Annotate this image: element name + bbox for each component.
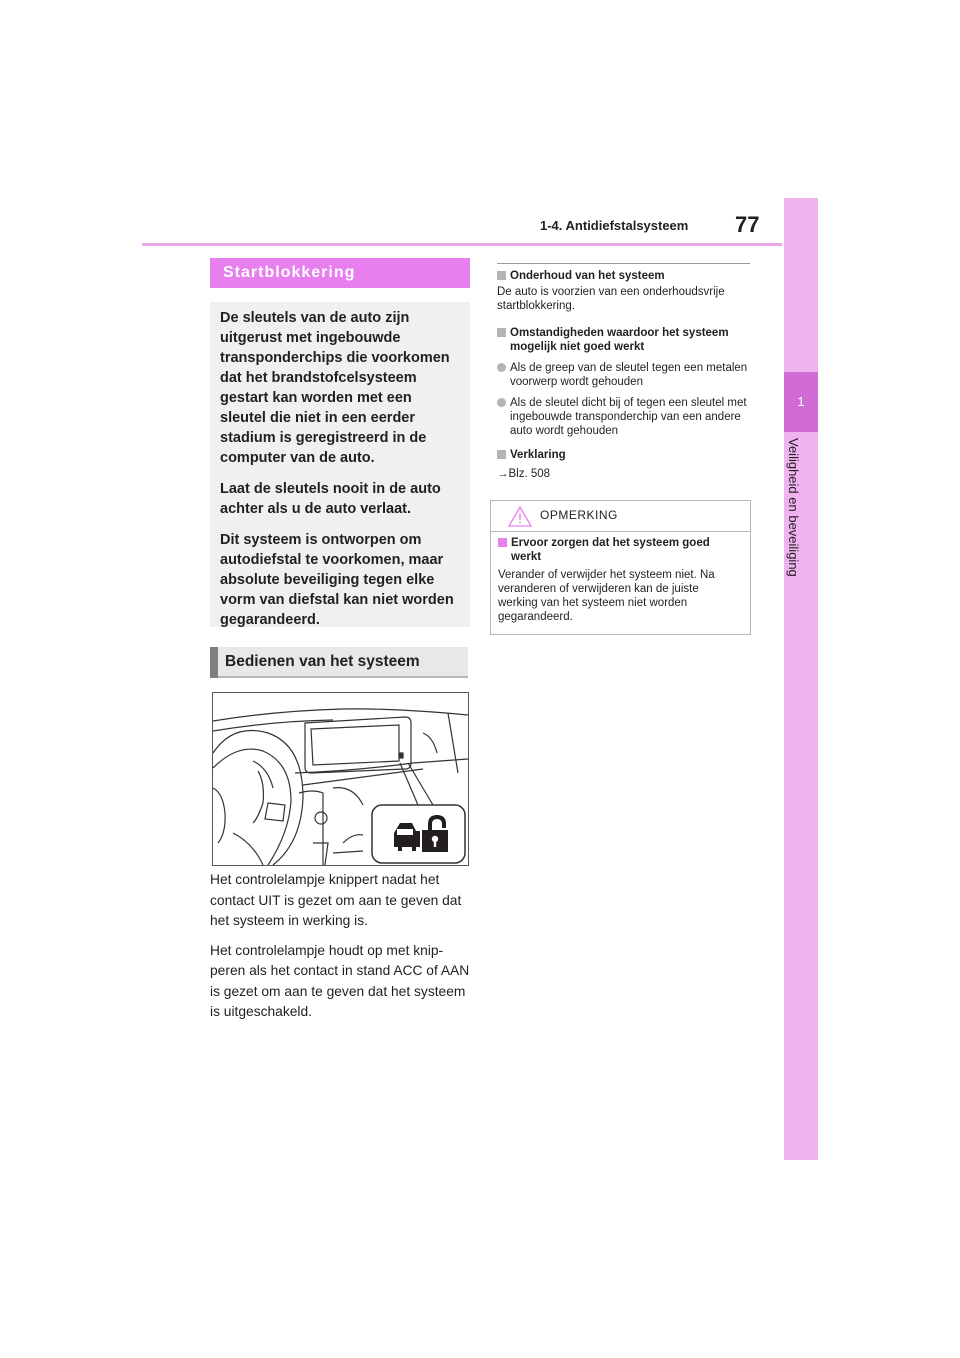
square-bullet-icon xyxy=(497,450,506,459)
square-bullet-icon xyxy=(498,538,507,547)
circumstances-block xyxy=(497,326,750,438)
maintenance-heading xyxy=(497,269,750,283)
declaration-heading xyxy=(497,448,750,462)
notice-content xyxy=(498,536,738,624)
square-bullet-icon xyxy=(497,271,506,280)
intro-paragraph: Laat de sleutels nooit in de auto achter als u de auto verlaat. xyxy=(220,481,441,517)
arrow-icon: → xyxy=(497,468,509,480)
dashboard-illustration xyxy=(212,692,469,866)
declaration-block xyxy=(497,448,750,481)
circumstances-heading xyxy=(497,326,750,354)
list-item-text: Als de sleutel dicht bij of tegen een sleutel met ingebouwde transponderchip van een andere auto wordt gehouden xyxy=(510,397,747,437)
page-reference[interactable]: Blz. 508 xyxy=(508,468,551,480)
maintenance-text: De auto is voorzien van een onderhoudsvrije startblokkering. xyxy=(497,286,725,312)
body-paragraph: Het controlelampje houdt op met knip-peren als het contact in stand ACC of AAN is gezet om aan te geven dat het systeem is uitgeschakeld. xyxy=(210,942,470,1019)
section-heading-startblokkering xyxy=(210,258,470,288)
intro-paragraph: Dit systeem is ontworpen om autodiefstal te voorkomen, maar absolute beveiliging tegen elke vorm van diefstal kan niet worden gegarandeerd. xyxy=(220,532,454,628)
section-heading-text: Bedienen van het systeem xyxy=(225,653,420,670)
notice-heading xyxy=(498,536,738,564)
chapter-side-tab xyxy=(784,198,818,1160)
notice-box xyxy=(490,500,751,635)
chapter-number: 1 xyxy=(784,372,818,432)
chapter-title-text: Veiligheid en beveiliging xyxy=(786,438,801,577)
chapter-title xyxy=(786,438,801,577)
circumstances-heading-text: Omstandigheden waardoor het systeem mogelijk niet goed werkt xyxy=(510,327,729,353)
notice-title: OPMERKING xyxy=(540,508,618,522)
notice-heading-text: Ervoor zorgen dat het systeem goed werkt xyxy=(511,537,710,563)
heading-bar xyxy=(210,647,218,678)
dashboard-drawing xyxy=(213,693,468,865)
maintenance-block xyxy=(497,269,750,313)
declaration-heading-text: Verklaring xyxy=(510,449,566,461)
right-column-rule xyxy=(497,263,750,264)
notice-header xyxy=(491,501,750,532)
circle-bullet-icon xyxy=(497,398,506,407)
operation-description xyxy=(210,870,470,1032)
notice-text: Verander of verwijder het systeem niet. Na veranderen of verwijderen kan de juiste werking van het systeem niet worden gegarandeerd. xyxy=(498,569,715,623)
square-bullet-icon xyxy=(497,328,506,337)
header-rule xyxy=(142,243,782,246)
section-heading-text: Startblokkering xyxy=(223,264,356,281)
section-heading-bedienen xyxy=(210,647,468,678)
list-item xyxy=(497,361,750,389)
circle-bullet-icon xyxy=(497,363,506,372)
body-paragraph: Het controlelampje knippert nadat het contact UIT is gezet om aan te geven dat het systeem in werking is. xyxy=(210,872,462,928)
page-number: 77 xyxy=(735,212,760,237)
declaration-reference[interactable] xyxy=(497,467,750,481)
list-item xyxy=(497,396,750,438)
list-item-text: Als de greep van de sleutel tegen een metalen voorwerp wordt gehouden xyxy=(510,362,748,388)
intro-paragraph: De sleutels van de auto zijn uitgerust met ingebouwde transponderchips die voorkomen dat het brandstofcelsysteem gestart kan worden met een sleutel die niet in een eerder stadium is geregistreerd in de computer van de auto. xyxy=(220,310,450,466)
intro-box xyxy=(210,302,470,627)
maintenance-heading-text: Onderhoud van het systeem xyxy=(510,270,665,282)
section-breadcrumb: 1-4. Antidiefstalsysteem xyxy=(540,218,689,233)
warning-triangle-icon xyxy=(508,506,532,527)
